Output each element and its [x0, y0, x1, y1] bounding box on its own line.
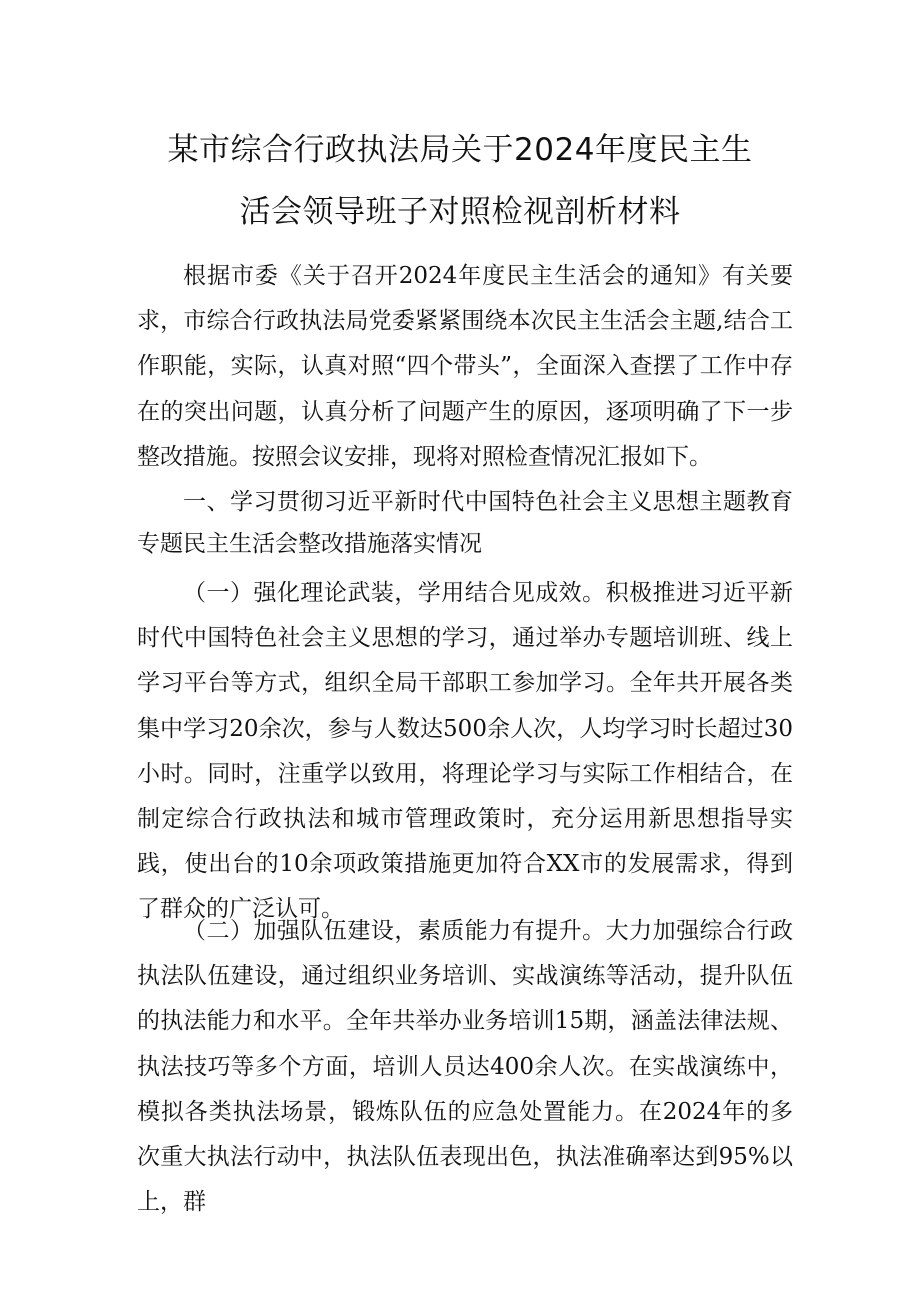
section-1-heading: 一、学习贯彻习近平新时代中国特色社会主义思想主题教育专题民主生活会整改措施落实情况	[137, 489, 793, 557]
item-2-paragraph: （二）加强队伍建设，素质能力有提升。大力加强综合行政执法队伍建设，通过组织业务培训、实战演练等活动，提升队伍的执法能力和水平。全年共举办业务培训15期，涵盖法律法规、执法技巧等多个方面，培训人员达400余人次。在实战演练中，模拟各类执法场景，锻炼队伍的应急处置能力。在2024年的多次重大执法行动中，执法队伍表现出色，执法准确率达到95%以上，群	[137, 918, 793, 1216]
title-line-2: 活会领导班子对照检视剖析材料	[239, 194, 681, 230]
item-1-paragraph: （一）强化理论武装，学用结合见成效。积极推进习近平新时代中国特色社会主义思想的学习，通过举办专题培训班、线上学习平台等方式，组织全局干部职工参加学习。全年共开展各类集中学习20余次，参与人数达500余人次，人均学习时长超过30小时。同时，注重学以致用，将理论学习与实际工作相结合，在制定综合行政执法和城市管理政策时，充分运用新思想指导实践，使出台的10余项政策措施更加符合XX市的发展需求，得到了群众的广泛认可。	[137, 580, 793, 923]
title-line-1: 某市综合行政执法局关于2024年度民主生	[167, 132, 753, 168]
intro-paragraph: 根据市委《关于召开2024年度民主生活会的通知》有关要求，市综合行政执法局党委紧紧围绕本次民主生活会主题,结合工作职能，实际，认真对照“四个带头”，全面深入查摆了工作中存在的突出问题，认真分析了问题产生的原因，逐项明确了下一步整改措施。按照会议安排，现将对照检查情况汇报如下。	[137, 263, 793, 470]
